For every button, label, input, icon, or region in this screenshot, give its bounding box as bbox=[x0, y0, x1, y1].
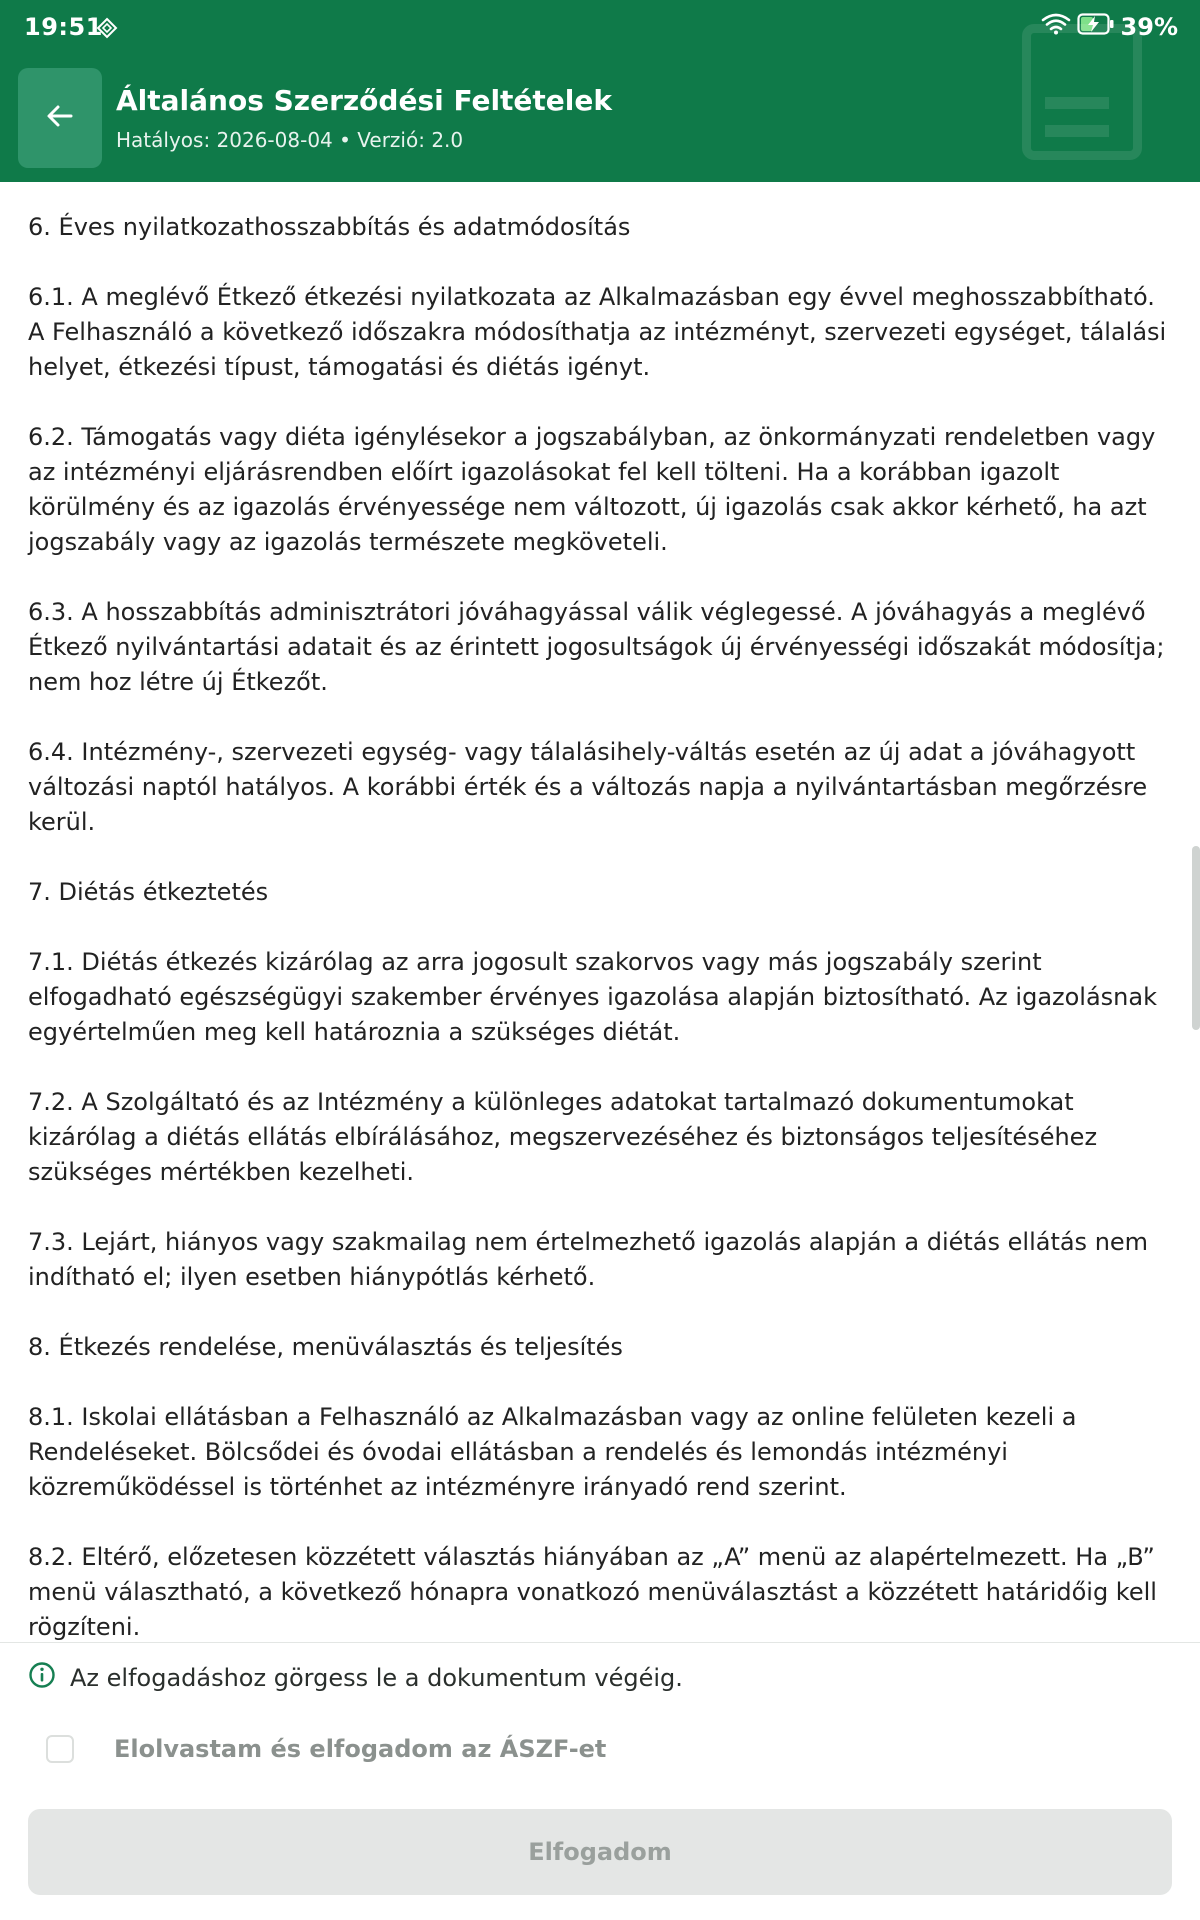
scrollbar-thumb[interactable] bbox=[1192, 846, 1200, 1030]
scroll-hint bbox=[28, 1661, 683, 1695]
terms-document bbox=[28, 210, 1168, 1642]
clause-6-3: 6.3. A hosszabbítás adminisztrátori jóváhagyással válik véglegessé. A jóváhagyás a meglévő Étkező nyilvántartási adatait és az érintett jogosultságok új érvényességi időszakát módosítja; nem hoz létre új Étkezőt. bbox=[28, 598, 1165, 696]
clause-7-2: 7.2. A Szolgáltató és az Intézmény a különleges adatokat tartalmazó dokumentumokat kizárólag a diétás ellátás elbírálásához, megszervezéséhez és biztonságos teljesítéséhez szükséges mértékben kezelheti. bbox=[28, 1088, 1098, 1186]
clause-7-3: 7.3. Lejárt, hiányos vagy szakmailag nem értelmezhető igazolás alapján a diétás ellátás nem indítható el; ilyen esetben hiánypótlás kérhető. bbox=[28, 1228, 1149, 1291]
app-header bbox=[0, 0, 1200, 182]
status-time: 19:51 bbox=[24, 13, 103, 41]
battery-percent: 39% bbox=[1120, 13, 1178, 41]
scroll-hint-text: Az elfogadáshoz görgess le a dokumentum végéig. bbox=[70, 1664, 683, 1692]
document-watermark-icon bbox=[1022, 24, 1142, 160]
clause-7-1: 7.1. Diétás étkezés kizárólag az arra jogosult szakorvos vagy más jogszabály szerint elfogadható egészségügyi szakember érvényes igazolása alapján biztosítható. Az igazolásnak egyértelműen meg kell határoznia a szükséges diétát. bbox=[28, 948, 1157, 1046]
accept-terms-checkbox[interactable] bbox=[46, 1735, 74, 1763]
clause-6-1: 6.1. A meglévő Étkező étkezési nyilatkozata az Alkalmazásban egy évvel meghosszabbítható. A Felhasználó a következő időszakra módosíthatja az intézményt, szervezeti egységet, tálalási helyet, étkezési típust, támogatási és diétás igényt. bbox=[28, 283, 1167, 381]
section-heading-6: 6. Éves nyilatkozathosszabbítás és adatmódosítás bbox=[28, 213, 631, 241]
accept-terms-checkbox-row[interactable] bbox=[46, 1735, 606, 1763]
clause-8-2: 8.2. Eltérő, előzetesen közzétett választás hiányában az „A” menü az alapértelmezett. Ha „B” menü választható, a következő hónapra vonatkozó menüválasztást a közzétett határidőig kell rögzíteni. bbox=[28, 1543, 1157, 1641]
notification-icon bbox=[96, 17, 118, 43]
effective-date-version: Hatályos: 2026-08-04 • Verzió: 2.0 bbox=[116, 128, 464, 152]
accept-button[interactable]: Elfogadom bbox=[28, 1809, 1172, 1895]
clause-8-1: 8.1. Iskolai ellátásban a Felhasználó az Alkalmazásban vagy az online felületen kezeli a Rendeléseket. Bölcsődei és óvodai ellátásban a rendelés és lemondás intézményi közreműködéssel is történhet az intézményre irányadó rend szerint. bbox=[28, 1403, 1077, 1501]
clause-6-2: 6.2. Támogatás vagy diéta igénylésekor a jogszabályban, az önkormányzati rendeletben vagy az intézményi eljárásrendben előírt igazolásokat fel kell tölteni. Ha a korábban igazolt körülmény és az igazolás érvényessége nem változott, új igazolás csak akkor kérhető, ha azt jogszabály vagy az igazolás természete megköveteli. bbox=[28, 423, 1156, 556]
status-bar bbox=[0, 0, 1200, 56]
arrow-left-icon bbox=[44, 100, 76, 136]
section-heading-8: 8. Étkezés rendelése, menüválasztás és teljesítés bbox=[28, 1333, 623, 1361]
info-icon bbox=[28, 1661, 56, 1695]
accept-terms-label: Elolvastam és elfogadom az ÁSZF-et bbox=[114, 1735, 607, 1763]
acceptance-panel bbox=[0, 1642, 1200, 1920]
back-button[interactable] bbox=[18, 68, 102, 168]
page-title: Általános Szerződési Feltételek bbox=[116, 84, 613, 117]
clause-6-4: 6.4. Intézmény-, szervezeti egység- vagy tálalásihely-váltás esetén az új adat a jóváhagyott változási naptól hatályos. A korábbi érték és a változás napja a nyilvántartásban megőrzésre kerül. bbox=[28, 738, 1148, 836]
section-heading-7: 7. Diétás étkeztetés bbox=[28, 878, 269, 906]
document-scroll-area[interactable] bbox=[0, 182, 1200, 1642]
